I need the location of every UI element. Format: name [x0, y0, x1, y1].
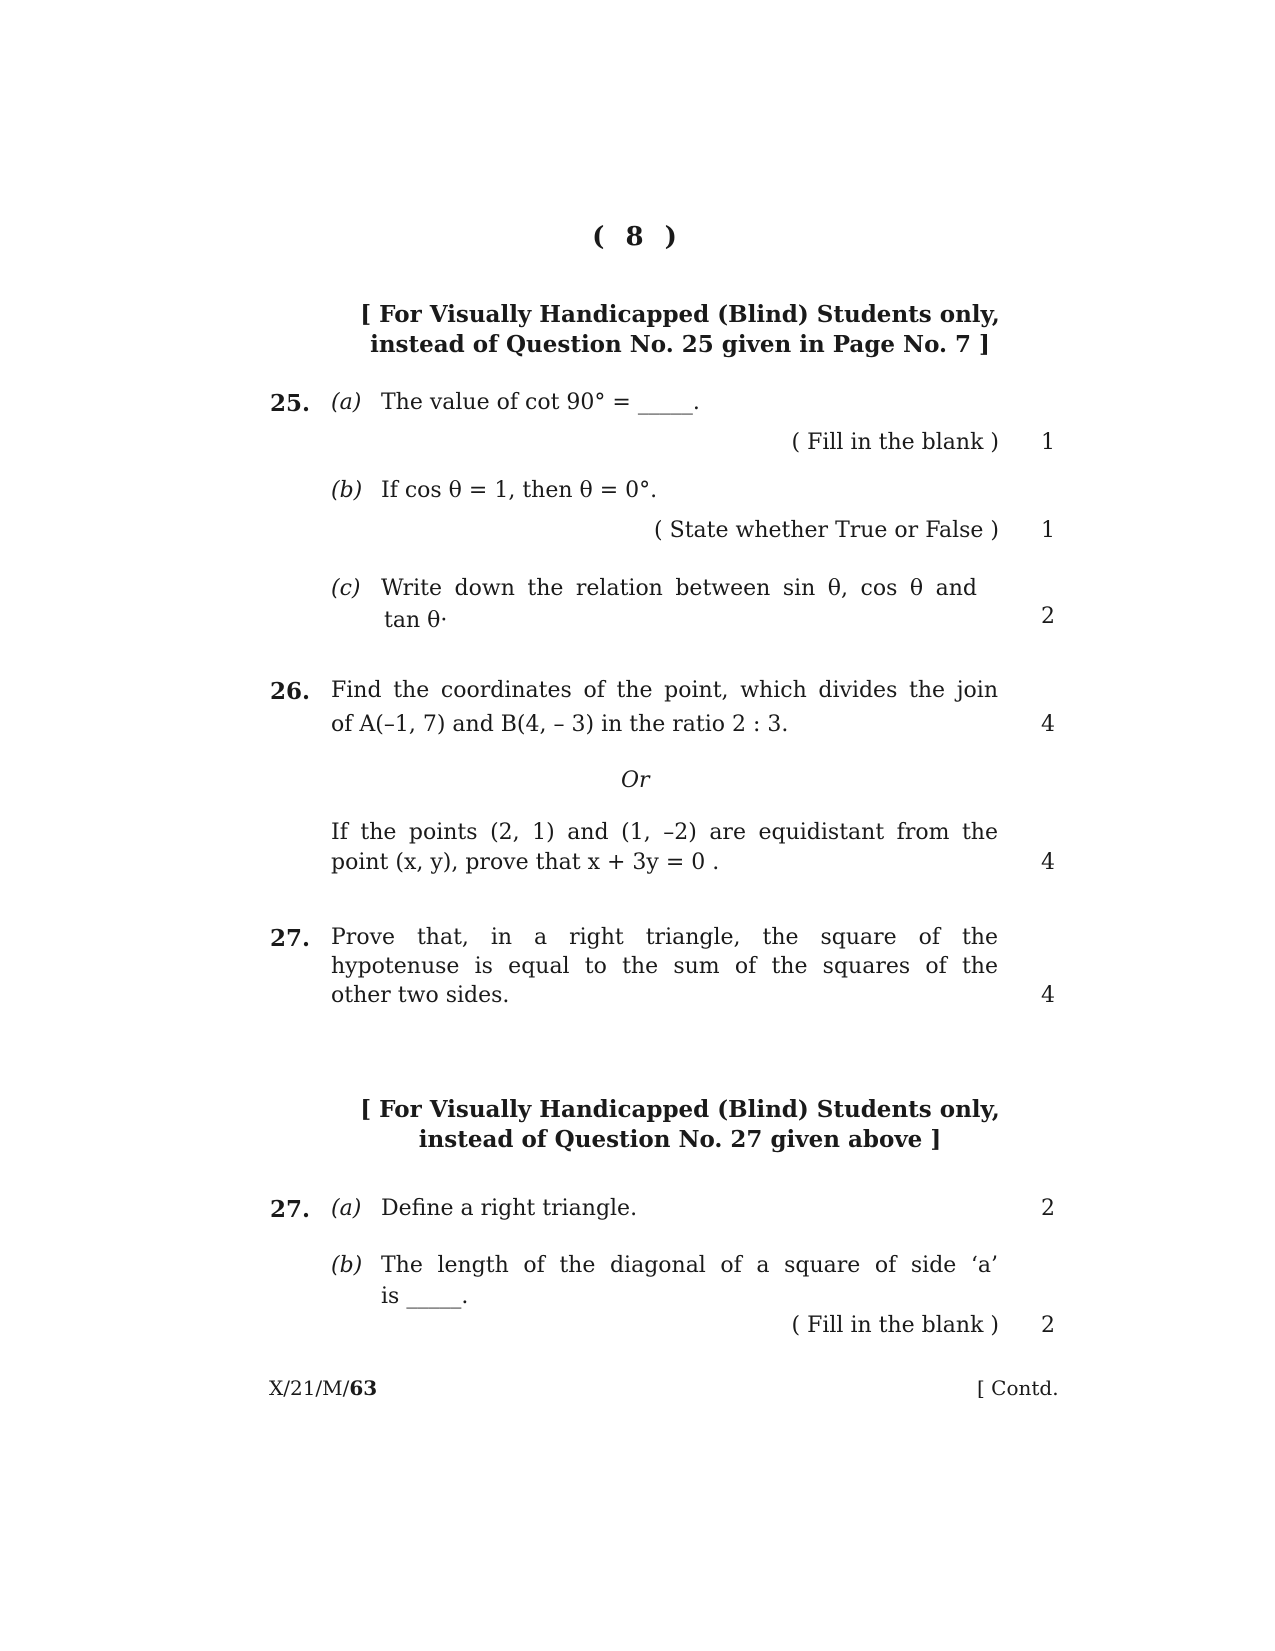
- q25a-marks: 1: [1041, 430, 1055, 455]
- sub-label-a: (a): [331, 1196, 362, 1221]
- page-number: ( 8 ): [592, 222, 683, 252]
- blind-students-notice: [340, 300, 1020, 360]
- or-separator: Or: [621, 768, 650, 793]
- q27b-a-text: Define a right triangle.: [381, 1196, 638, 1221]
- paper-code: [269, 1376, 377, 1400]
- q27b-b-line-2: is _____.: [381, 1284, 469, 1309]
- q25b-marks: 1: [1041, 518, 1055, 543]
- q26-line-1: Find the coordinates of the point, which divides the join: [331, 678, 998, 703]
- q25c-line-2: tan θ·: [384, 608, 448, 633]
- q27b-b-line-1: The length of the diagonal of a square of side ‘a’: [381, 1253, 998, 1278]
- q27b-a-marks: 2: [1041, 1196, 1055, 1221]
- question-number: 26.: [270, 678, 311, 705]
- notice-line-1: [ For Visually Handicapped (Blind) Students only,: [360, 1096, 1000, 1123]
- continued-label: [ Contd.: [977, 1376, 1059, 1400]
- q27-line-2: hypotenuse is equal to the sum of the squares of the: [331, 954, 998, 979]
- question-number: 27.: [270, 1196, 311, 1223]
- q26-alt-line-1: If the points (2, 1) and (1, –2) are equidistant from the: [331, 820, 998, 845]
- q25a-instruction: ( Fill in the blank ): [791, 430, 999, 455]
- q26-alt-marks: 4: [1041, 850, 1055, 875]
- sub-label-c: (c): [331, 576, 361, 601]
- question-number: 27.: [270, 925, 311, 952]
- notice-line-2: instead of Question No. 25 given in Page No. 7 ]: [370, 331, 990, 358]
- question-number: 25.: [270, 390, 311, 417]
- q26-line-2: of A(–1, 7) and B(4, – 3) in the ratio 2 : 3.: [331, 712, 789, 737]
- q27-line-1: Prove that, in a right triangle, the square of the: [331, 925, 998, 950]
- q25c-marks: 2: [1041, 604, 1055, 629]
- q27b-b-marks: 2: [1041, 1313, 1055, 1338]
- paper-code-number: 63: [349, 1376, 378, 1400]
- q27-line-3: other two sides.: [331, 983, 510, 1008]
- notice-line-2: instead of Question No. 27 given above ]: [418, 1126, 942, 1153]
- sub-label-b: (b): [331, 478, 363, 503]
- blind-students-notice-2: [340, 1095, 1020, 1155]
- q25b-instruction: ( State whether True or False ): [654, 518, 999, 543]
- q25a-text: The value of cot 90° = _____.: [381, 390, 700, 415]
- notice-line-1: [ For Visually Handicapped (Blind) Students only,: [360, 301, 1000, 328]
- q26-marks: 4: [1041, 712, 1055, 737]
- sub-label-a: (a): [331, 390, 362, 415]
- q25b-text: If cos θ = 1, then θ = 0°.: [381, 478, 658, 503]
- q27b-b-instruction: ( Fill in the blank ): [791, 1313, 999, 1338]
- q27-marks: 4: [1041, 983, 1055, 1008]
- q26-alt-line-2: point (x, y), prove that x + 3y = 0 .: [331, 850, 720, 875]
- paper-code-prefix: X/21/M/: [269, 1376, 350, 1400]
- q25c-line-1: Write down the relation between sin θ, cos θ and: [381, 576, 977, 601]
- sub-label-b: (b): [331, 1253, 363, 1278]
